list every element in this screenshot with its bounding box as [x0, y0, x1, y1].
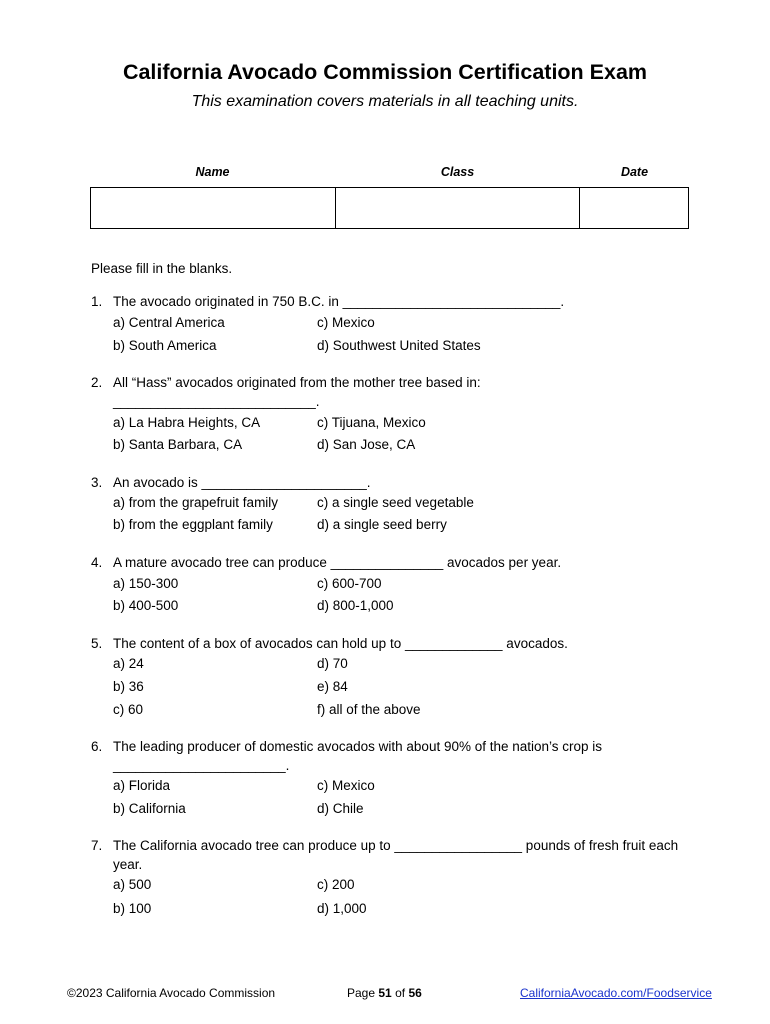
page-of: of	[395, 986, 406, 1000]
question-number: 3.	[91, 475, 103, 490]
question-text: A mature avocado tree can produce _______________ avocados per year.	[113, 555, 562, 570]
answer-option: a) La Habra Heights, CA	[113, 415, 261, 430]
question-number: 6.	[91, 739, 103, 754]
answer-option: c) Tijuana, Mexico	[317, 415, 426, 430]
page-total: 56	[408, 986, 422, 1000]
page-label: Page	[347, 986, 376, 1000]
footer-page-number	[347, 986, 422, 1000]
date-header: Date	[620, 165, 649, 179]
answer-option: d) 1,000	[317, 901, 367, 916]
answer-option: b) California	[113, 801, 186, 816]
question-number: 5.	[91, 636, 103, 651]
instructions: Please fill in the blanks.	[91, 261, 233, 276]
answer-option: a) 150-300	[113, 576, 179, 591]
exam-title: California Avocado Commission Certification Exam	[122, 60, 648, 84]
answer-option: f) all of the above	[317, 702, 421, 717]
footer-copyright: ©2023 California Avocado Commission	[67, 986, 276, 1000]
answer-option: d) a single seed berry	[317, 517, 447, 532]
answer-option: d) San Jose, CA	[317, 437, 416, 452]
answer-option: a) from the grapefruit family	[113, 495, 279, 510]
exam-subtitle: This examination covers materials in all teaching units.	[191, 93, 579, 110]
question	[91, 373, 511, 411]
answer-option: d) 70	[317, 656, 348, 671]
answer-option: e) 84	[317, 679, 348, 694]
footer-link[interactable]: CaliforniaAvocado.com/Foodservice	[520, 986, 712, 1000]
question	[91, 553, 691, 572]
question	[91, 634, 691, 653]
student-info-table	[90, 187, 689, 229]
page-current: 51	[378, 986, 392, 1000]
answer-option: b) 36	[113, 679, 144, 694]
answer-option: c) 60	[113, 702, 144, 717]
answer-option: d) Southwest United States	[317, 338, 481, 353]
answer-option: b) 100	[113, 901, 152, 916]
question-text: An avocado is ______________________.	[113, 475, 371, 490]
question-text: The avocado originated in 750 B.C. in _____________________________.	[113, 294, 565, 309]
question	[91, 292, 691, 311]
class-field[interactable]	[335, 188, 580, 229]
answer-option: c) Mexico	[317, 315, 375, 330]
class-header: Class	[440, 165, 475, 179]
answer-option: b) Santa Barbara, CA	[113, 437, 243, 452]
question-text: The leading producer of domestic avocados with about 90% of the nation’s crop is _______________________.	[113, 739, 603, 773]
question-text: All “Hass” avocados originated from the mother tree based in: ___________________________.	[113, 375, 481, 409]
answer-option: a) 24	[113, 656, 144, 671]
question	[91, 473, 691, 492]
answer-option: b) from the eggplant family	[113, 517, 273, 532]
answer-option: a) Florida	[113, 778, 171, 793]
date-field[interactable]	[580, 188, 689, 229]
answer-option: c) a single seed vegetable	[317, 495, 474, 510]
name-field[interactable]	[91, 188, 336, 229]
question-number: 7.	[91, 838, 103, 853]
question-number: 2.	[91, 375, 103, 390]
answer-option: b) 400-500	[113, 598, 179, 613]
question-number: 1.	[91, 294, 103, 309]
answer-option: c) 600-700	[317, 576, 382, 591]
answer-option: d) 800-1,000	[317, 598, 394, 613]
question-text: The content of a box of avocados can hold up to _____________ avocados.	[113, 636, 568, 651]
answer-option: d) Chile	[317, 801, 364, 816]
answer-option: a) Central America	[113, 315, 225, 330]
answer-option: a) 500	[113, 877, 152, 892]
answer-option: c) 200	[317, 877, 355, 892]
question-text: The California avocado tree can produce up to _________________ pounds of fresh fruit each year.	[113, 838, 679, 872]
answer-option: c) Mexico	[317, 778, 375, 793]
answer-option: b) South America	[113, 338, 217, 353]
question	[91, 737, 651, 775]
question	[91, 836, 681, 874]
name-header: Name	[195, 165, 230, 179]
question-number: 4.	[91, 555, 103, 570]
